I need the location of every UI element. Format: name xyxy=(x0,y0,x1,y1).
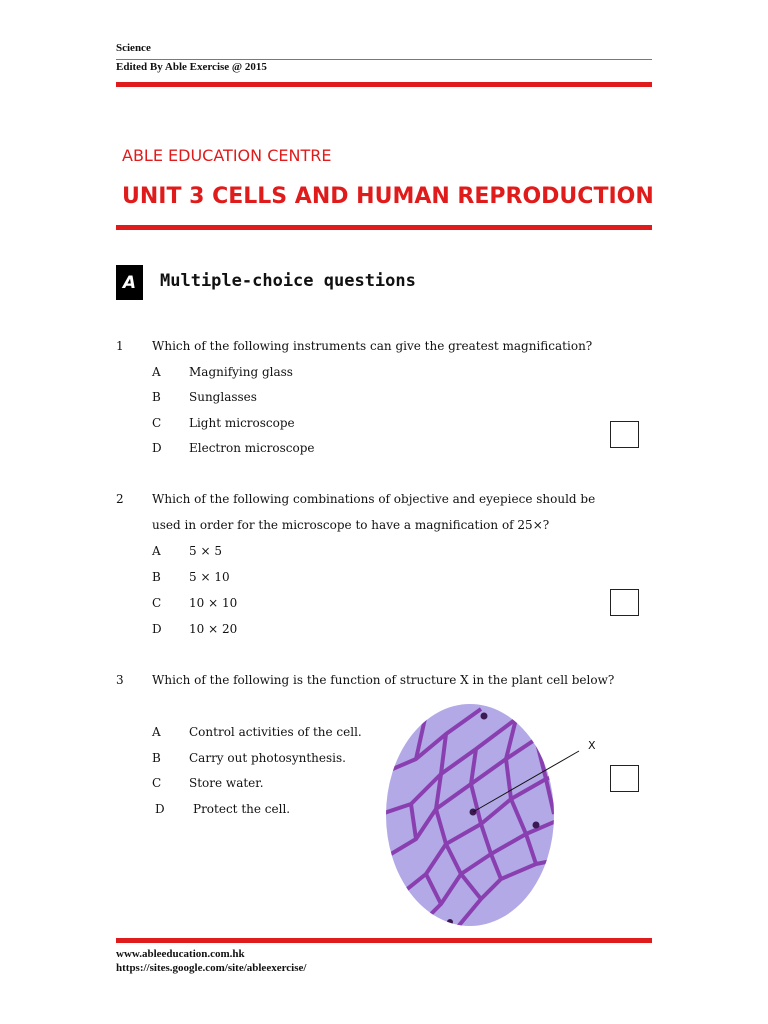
footer-website-link[interactable]: www.ableeducation.com.hk xyxy=(116,948,245,960)
section-letter-badge: A xyxy=(116,265,143,300)
question-number: 3 xyxy=(116,673,124,687)
option-text: Store water. xyxy=(189,776,264,790)
option-text: Carry out photosynthesis. xyxy=(189,751,346,765)
title-red-bar xyxy=(116,225,652,230)
option-text: Control activities of the cell. xyxy=(189,725,362,739)
option-letter: B xyxy=(152,570,161,584)
header-divider xyxy=(116,59,652,60)
centre-name: ABLE EDUCATION CENTRE xyxy=(122,146,332,165)
option-text: 5 × 5 xyxy=(189,544,222,558)
option-letter: A xyxy=(152,725,161,739)
option-letter: A xyxy=(152,365,161,379)
structure-x-label: X xyxy=(588,739,596,752)
option-letter: B xyxy=(152,390,161,404)
option-letter: D xyxy=(152,441,162,455)
question-number: 2 xyxy=(116,492,124,506)
option-letter: D xyxy=(152,622,162,636)
option-letter: C xyxy=(152,596,162,610)
option-text: Electron microscope xyxy=(189,441,315,455)
option-text: 10 × 20 xyxy=(189,622,238,636)
option-text: Protect the cell. xyxy=(193,802,291,816)
plant-cell-micrograph xyxy=(386,704,554,926)
option-text: 5 × 10 xyxy=(189,570,230,584)
header-red-bar xyxy=(116,82,652,87)
option-text: Sunglasses xyxy=(189,390,257,404)
answer-box[interactable] xyxy=(610,589,639,616)
option-text: Light microscope xyxy=(189,416,295,430)
option-letter: C xyxy=(152,776,162,790)
unit-title: UNIT 3 CELLS AND HUMAN REPRODUCTION xyxy=(122,184,654,209)
footer-red-bar xyxy=(116,938,652,943)
answer-box[interactable] xyxy=(610,421,639,448)
option-text: 10 × 10 xyxy=(189,596,238,610)
option-text: Magnifying glass xyxy=(189,365,293,379)
question-text: Which of the following is the function of structure X in the plant cell below? xyxy=(152,673,615,687)
header-edited-by: Edited By Able Exercise @ 2015 xyxy=(116,61,267,73)
option-letter: C xyxy=(152,416,162,430)
question-text: Which of the following combinations of objective and eyepiece should be xyxy=(152,492,596,506)
question-text: Which of the following instruments can give the greatest magnification? xyxy=(152,339,593,353)
footer-sites-link[interactable]: https://sites.google.com/site/ableexercise/ xyxy=(116,962,307,974)
answer-box[interactable] xyxy=(610,765,639,792)
question-text-continued: used in order for the microscope to have a magnification of 25×? xyxy=(152,518,550,532)
section-title: Multiple-choice questions xyxy=(160,271,416,291)
header-subject: Science xyxy=(116,42,151,54)
question-number: 1 xyxy=(116,339,124,353)
option-letter: A xyxy=(152,544,161,558)
option-letter: B xyxy=(152,751,161,765)
option-letter: D xyxy=(155,802,165,816)
